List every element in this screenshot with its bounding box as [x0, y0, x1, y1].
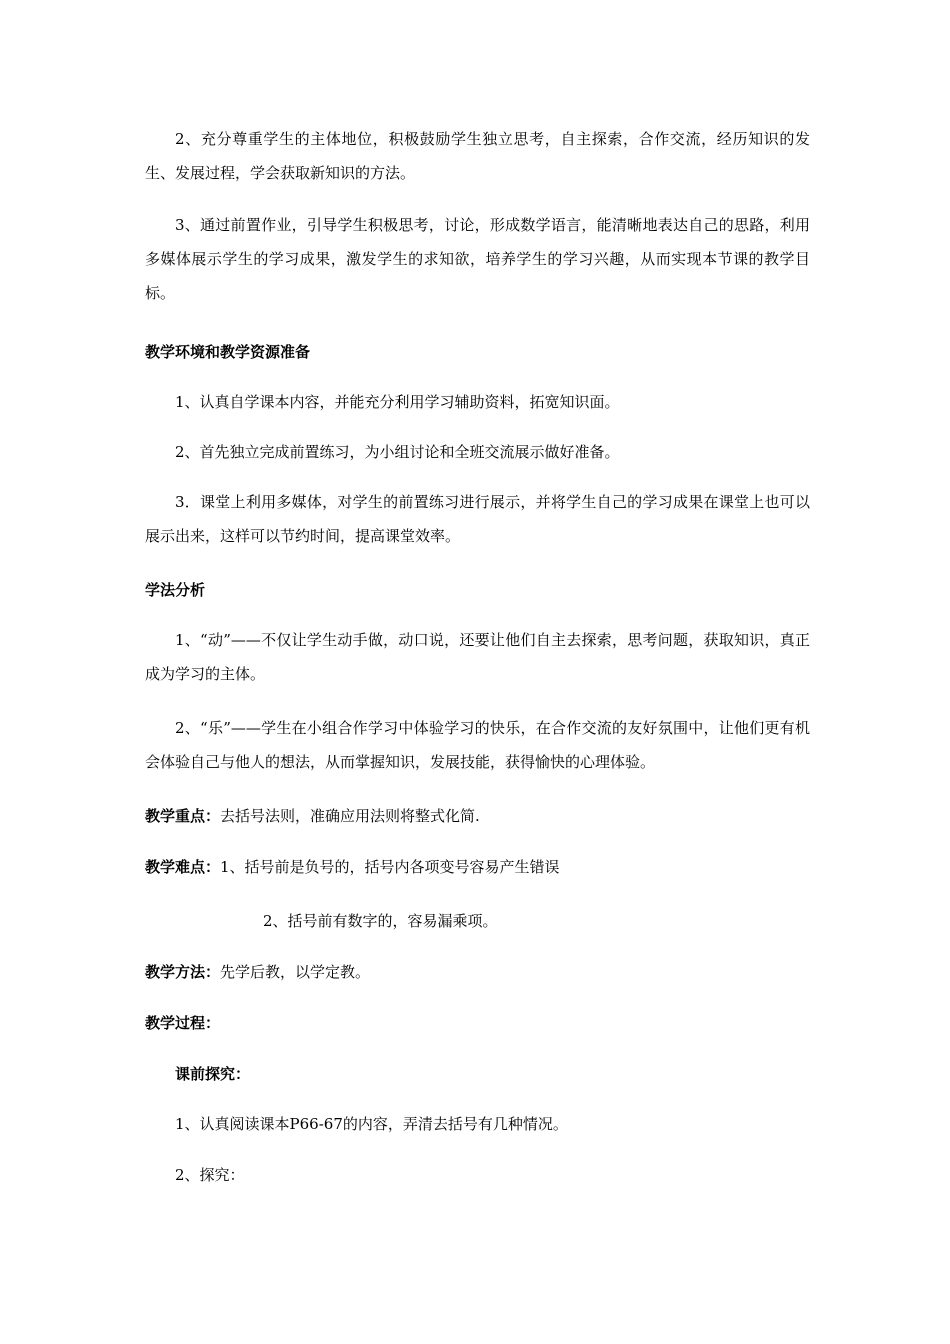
- teaching-method-text: 先学后教，以学定教。: [220, 963, 371, 981]
- objective-item-3: 3、通过前置作业，引导学生积极思考，讨论，形成数学语言，能清晰地表达自己的思路，利用多媒体展示学生的学习成果，激发学生的求知欲，培养学生的学习兴趣，从而实现本节课的教学目标。: [145, 216, 810, 302]
- difficulty-text-1: 1、括号前是负号的，括号内各项变号容易产生错误: [220, 858, 560, 876]
- objective-item-2: 2、充分尊重学生的主体地位，积极鼓励学生独立思考，自主探索，合作交流，经历知识的发生、发展过程，学会获取新知识的方法。: [145, 130, 810, 182]
- teaching-method-label: 教学方法：: [145, 963, 221, 981]
- difficulty-label: 教学难点：: [145, 858, 221, 876]
- environment-item-3: 3．课堂上利用多媒体，对学生的前置练习进行展示，并将学生自己的学习成果在课堂上也可以展示出来，这样可以节约时间，提高课堂效率。: [145, 493, 810, 545]
- difficulty-text-2: 2、括号前有数字的，容易漏乘项。: [263, 912, 498, 930]
- method-analysis-item-2: 2、“乐”——学生在小组合作学习中体验学习的快乐，在合作交流的友好氛围中，让他们更有机会体验自己与他人的想法，从而掌握知识，发展技能，获得愉快的心理体验。: [145, 719, 810, 771]
- key-point: [145, 799, 810, 833]
- method-analysis-item-1: 1、“动”——不仅让学生动手做，动口说，还要让他们自主去探索，思考问题，获取知识，真正成为学习的主体。: [145, 631, 810, 683]
- teaching-method: [145, 955, 810, 989]
- process-subheading: 课前探究：: [175, 1065, 251, 1083]
- key-point-text: 去括号法则，准确应用法则将整式化简.: [220, 807, 480, 825]
- key-point-label: 教学重点：: [145, 807, 221, 825]
- environment-item-1: 1、认真自学课本内容，并能充分利用学习辅助资料，拓宽知识面。: [175, 393, 620, 411]
- difficulty: [145, 850, 810, 884]
- process-item-1: 1、认真阅读课本P66-67的内容，弄清去括号有几种情况。: [175, 1115, 568, 1133]
- process-heading: 教学过程：: [145, 1014, 221, 1032]
- environment-item-2: 2、首先独立完成前置练习，为小组讨论和全班交流展示做好准备。: [175, 443, 620, 461]
- method-analysis-heading: 学法分析: [145, 581, 206, 599]
- process-item-2: 2、探究：: [175, 1166, 245, 1184]
- environment-heading: 教学环境和教学资源准备: [145, 343, 311, 361]
